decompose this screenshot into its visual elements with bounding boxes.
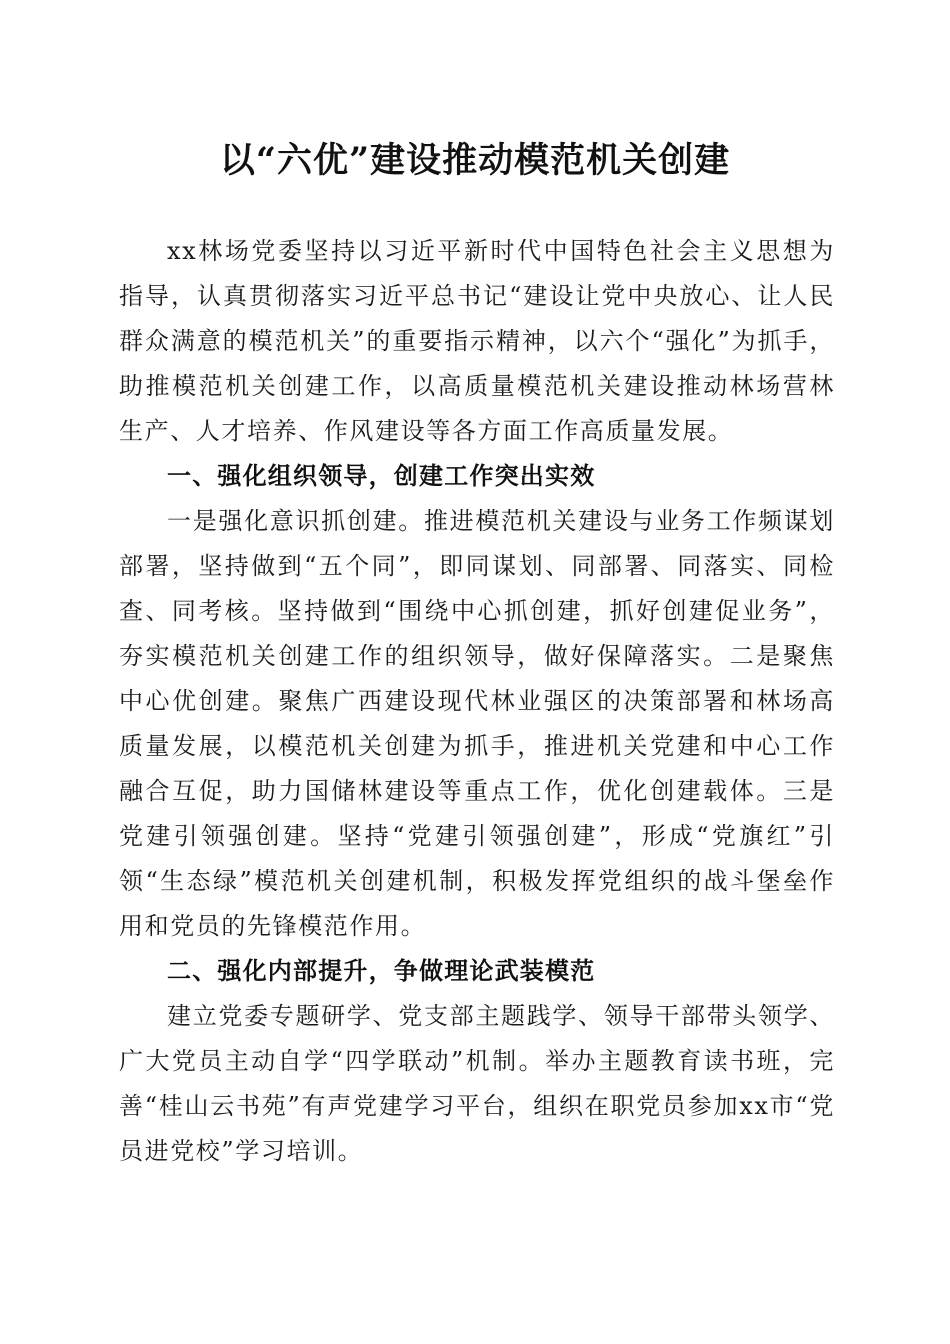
document-title: 以“六优”建设推动模范机关创建 xyxy=(219,140,731,181)
section-1-paragraph: 一是强化意识抓创建。推进模范机关建设与业务工作频谋划部署，坚持做到“五个同”，即同谋划、同部署、同落实、同检查、同考核。坚持做到“围绕中心抓创建，抓好创建促业务”，夯实模范机关创建工作的组织领导，做好保障落实。二是聚焦中心优创建。聚焦广西建设现代林业强区的决策部署和林场高质量发展，以模范机关创建为抓手，推进机关党建和中心工作融合互促，助力国储林建设等重点工作，优化创建载体。三是党建引领强创建。坚持“党建引领强创建”，形成“党旗红”引领“生态绿”模范机关创建机制，积极发挥党组织的战斗堡垒作用和党员的先锋模范作用。 xyxy=(119,507,835,940)
section-2-paragraph: 建立党委专题研学、党支部主题践学、领导干部带头领学、广大党员主动自学“四学联动”机制。举办主题教育读书班，完善“桂山云书苑”有声党建学习平台，组织在职党员参加xx市“党员进党校”学习培训。 xyxy=(119,1002,835,1165)
section-1-heading: 一、强化组织领导，创建工作突出实效 xyxy=(167,462,596,490)
document-body xyxy=(119,229,835,1174)
section-2-heading: 二、强化内部提升，争做理论武装模范 xyxy=(167,957,596,985)
intro-paragraph: xx林场党委坚持以习近平新时代中国特色社会主义思想为指导，认真贯彻落实习近平总书记“建设让党中央放心、让人民群众满意的模范机关”的重要指示精神，以六个“强化”为抓手，助推模范机关创建工作，以高质量模范机关建设推动林场营林生产、人才培养、作风建设等各方面工作高质量发展。 xyxy=(119,237,835,445)
